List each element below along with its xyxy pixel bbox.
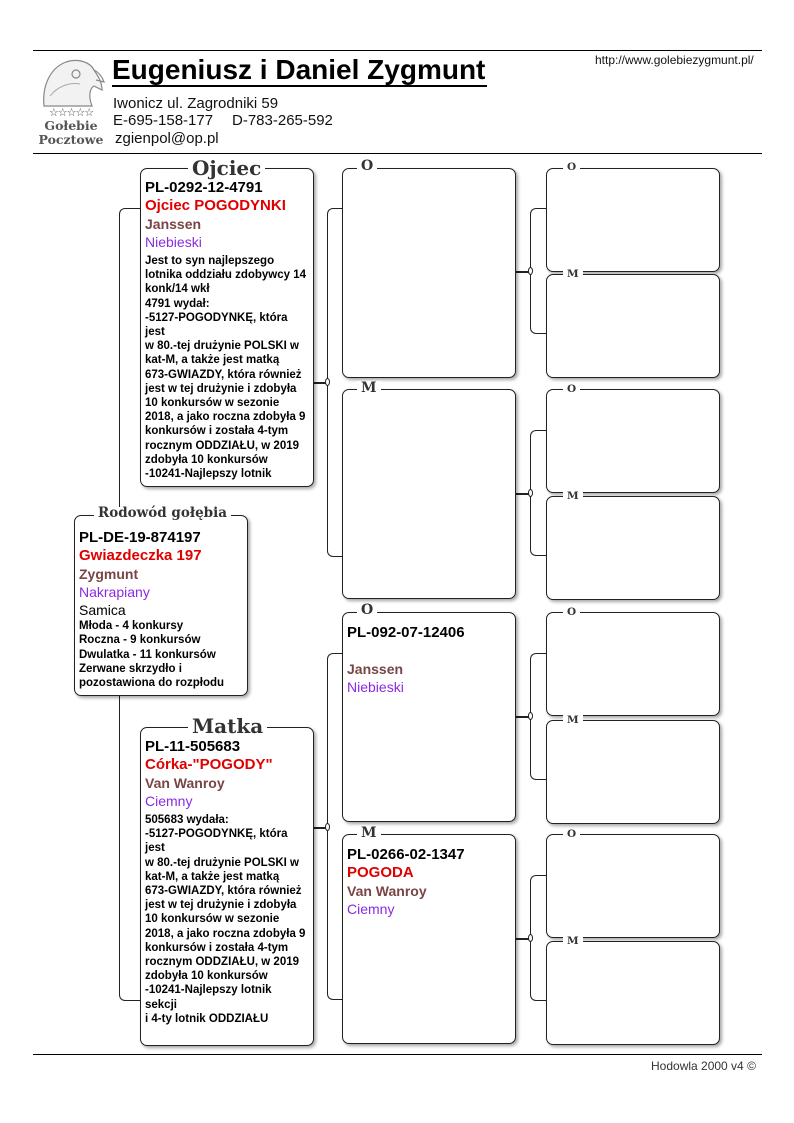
- address: Iwonicz ul. Zagrodniki 59: [113, 95, 279, 112]
- grandparent-card[interactable]: [342, 834, 516, 1044]
- pigeon-name: Gwiazdeczka 197: [79, 547, 202, 564]
- notes: 505683 wydała: -5127-POGODYNKĘ, która jest w 80.-tej drużynie POLSKI w kat-M, a także jest matką 673-GWIAZDY, która również jest w tej drużynie i zdobyła 10 konkursów w sezonie 2018, a jako roczna zdobyła 9 konkursów i została 4-tym rocznym ODDZIAŁU, w 2019 zdobyła 10 konkursów -10241-Najlepszy lotnik sekcji i 4-ty lotnik ODDZIAŁU: [145, 814, 306, 1025]
- connector-knob: [325, 823, 330, 831]
- great-grandparent-card[interactable]: [546, 941, 720, 1045]
- footer-rule: [33, 1054, 762, 1055]
- breed: Van Wanroy: [347, 883, 427, 899]
- connector-knob: [528, 934, 533, 942]
- notes: Jest to syn najlepszego lotnika oddziału zdobywcy 14 konk/14 wkł 4791 wydał: -5127-POGODYNKĘ, która jest w 80.-tej drużynie POLSKI w kat-M, a także jest matką 673-GWIAZDY, która również jest w tej drużynie i zdobyła 10 konkursów w sezonie 2018, a jako roczna zdobyła 9 konkursów i została 4-tym rocznym ODDZIAŁU, w 2019 zdobyła 10 konkursów -10241-Najlepszy lotnik: [145, 255, 307, 481]
- mother-legend: Matka: [188, 716, 267, 736]
- ring-number: PL-092-07-12406: [347, 624, 465, 641]
- great-grandparent-legend: O: [563, 384, 580, 395]
- empty-name: [347, 642, 512, 660]
- pigeon-head-icon: [36, 56, 106, 108]
- color: Nakrapiany: [79, 584, 150, 600]
- pigeon-name: POGODA: [347, 864, 414, 881]
- great-grandparent-card[interactable]: [546, 496, 720, 600]
- pigeon-name: Ojciec POGODYNKI: [145, 197, 286, 214]
- phone-d: D-783-265-592: [232, 112, 333, 129]
- breeder-name: Eugeniusz i Daniel Zygmunt: [112, 54, 486, 85]
- father-legend: Ojciec: [188, 158, 265, 178]
- ring-number: PL-DE-19-874197: [79, 529, 201, 546]
- logo: [36, 56, 106, 148]
- email[interactable]: zgienpol@op.pl: [115, 130, 219, 147]
- great-grandparent-card[interactable]: [546, 274, 720, 378]
- root-legend: Rodowód gołębia: [94, 507, 231, 521]
- great-grandparent-legend: O: [563, 607, 580, 618]
- father-card[interactable]: [140, 168, 314, 487]
- great-grandparent-legend: M: [563, 269, 583, 280]
- connector-knob: [325, 378, 330, 386]
- phone-e: E-695-158-177: [113, 112, 214, 129]
- grandparent-legend: M: [357, 381, 381, 395]
- ring-number: PL-0266-02-1347: [347, 846, 465, 863]
- sex: Samica: [79, 602, 126, 618]
- color: Ciemny: [347, 901, 395, 917]
- logo-line1: Gołebie: [44, 118, 98, 133]
- great-grandparent-legend: M: [563, 715, 583, 726]
- website-link[interactable]: http://www.golebiezygmunt.pl/: [595, 53, 754, 67]
- breed: Van Wanroy: [145, 775, 225, 791]
- top-rule: [33, 50, 762, 51]
- grandparent-legend: M: [357, 826, 381, 840]
- grandparent-card[interactable]: [342, 612, 516, 822]
- connector-knob: [528, 712, 533, 720]
- great-grandparent-card[interactable]: [546, 168, 720, 272]
- mother-card[interactable]: [140, 727, 314, 1046]
- great-grandparent-legend: M: [563, 936, 583, 947]
- grandparent-legend: O: [357, 603, 377, 617]
- ring-number: PL-11-505683: [145, 738, 241, 755]
- great-grandparent-legend: M: [563, 491, 583, 502]
- pigeon-name: Córka-"POGODY": [145, 756, 273, 773]
- connector-knob: [528, 489, 533, 497]
- ring-number: PL-0292-12-4791: [145, 179, 263, 196]
- color: Niebieski: [145, 234, 202, 250]
- great-grandparent-card[interactable]: [546, 834, 720, 938]
- breed: Janssen: [347, 661, 404, 677]
- grandparent-legend: O: [357, 159, 377, 173]
- grandparent-card[interactable]: [342, 389, 516, 599]
- great-grandparent-card[interactable]: [546, 612, 720, 716]
- header-bottom-rule: [33, 153, 762, 154]
- notes: Młoda - 4 konkursy Roczna - 9 konkursów Dwulatka - 11 konkursów Zerwane skrzydło i pozostawiona do rozpłodu: [79, 620, 225, 690]
- logo-line2: Pocztowe: [38, 132, 104, 147]
- grandparent-card[interactable]: [342, 168, 516, 378]
- footer-text: Hodowla 2000 v4 ©: [651, 1059, 756, 1073]
- great-grandparent-legend: O: [563, 829, 580, 840]
- connector-knob: [528, 267, 533, 275]
- great-grandparent-legend: O: [563, 162, 580, 173]
- color: Niebieski: [347, 679, 404, 695]
- great-grandparent-card[interactable]: [546, 720, 720, 824]
- root-pigeon-card[interactable]: [74, 515, 248, 696]
- color: Ciemny: [145, 793, 193, 809]
- breed: Zygmunt: [79, 566, 139, 582]
- great-grandparent-card[interactable]: [546, 389, 720, 493]
- breed: Janssen: [145, 216, 202, 232]
- logo-stars: ☆☆☆☆☆: [48, 106, 94, 119]
